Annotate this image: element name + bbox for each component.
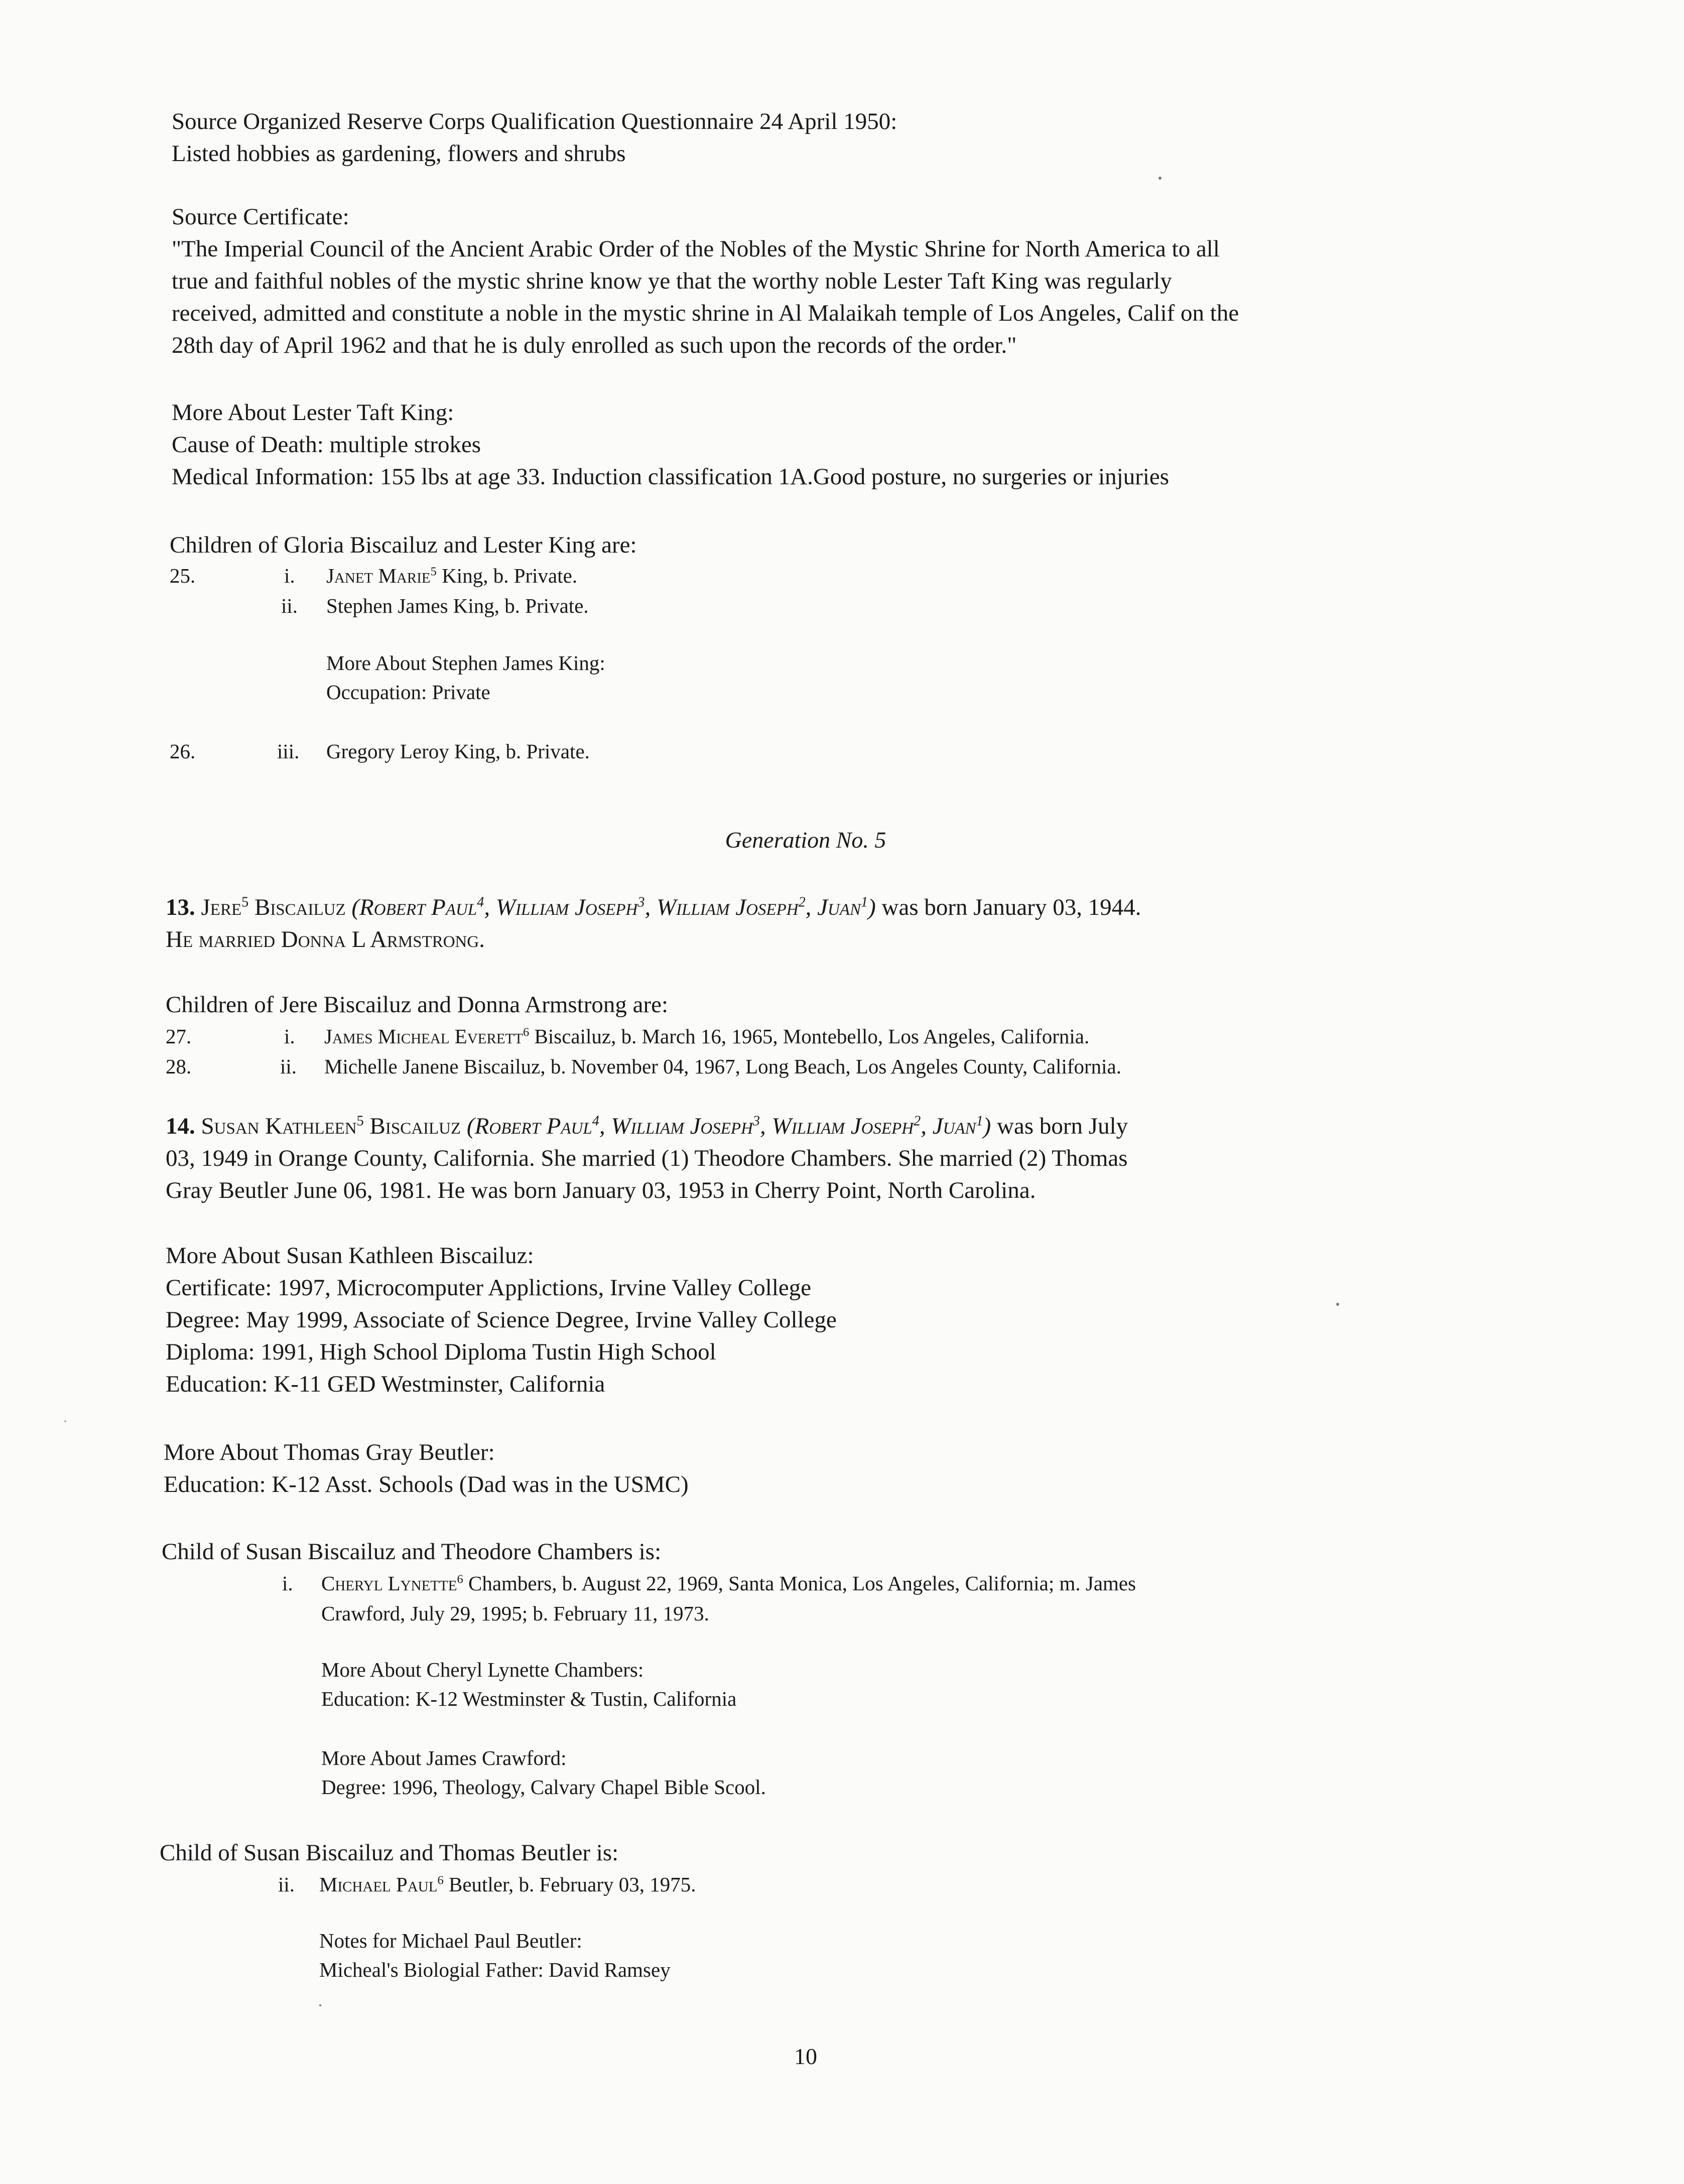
generation-number: 6 <box>457 1572 463 1586</box>
child-roman: iii. <box>277 740 300 763</box>
susan-fact: Certificate: 1997, Microcomputer Applictions, Irvine Valley College <box>166 1275 812 1301</box>
chambers-child-title: Child of Susan Biscailuz and Theodore Chambers is: <box>162 1539 662 1565</box>
lester-more-about: More About Lester Taft King: <box>172 399 454 426</box>
jere-line-1 <box>166 891 1141 923</box>
ancestry-close: ) <box>868 894 876 920</box>
stephen-more-about: More About Stephen James King: <box>326 651 605 674</box>
lester-info <box>172 396 1169 493</box>
ancestry <box>351 894 875 920</box>
child-rest: Biscailuz, b. March 16, 1965, Montebello, Los Angeles, California. <box>529 1025 1090 1048</box>
questionnaire-line-2: Listed hobbies as gardening, flowers and shrubs <box>172 141 626 167</box>
generation-number: 1 <box>976 1113 983 1129</box>
generation-number: 5 <box>356 1113 364 1129</box>
child-roman: i. <box>282 1572 293 1595</box>
ancestor-name: , William Joseph <box>644 894 799 920</box>
person-name: Jere <box>201 894 242 920</box>
thomas-info <box>164 1436 689 1500</box>
certificate-line-1: "The Imperial Council of the Ancient Arabic Order of the Nobles of the Mystic Shrine for North America to all <box>172 236 1220 262</box>
generation-number: 2 <box>798 894 806 910</box>
jere-married: He married Donna L Armstrong. <box>166 926 485 952</box>
child-name: Janet Marie <box>326 564 431 587</box>
entry-number: 14. <box>166 1113 195 1139</box>
susan-entry <box>166 1110 1128 1206</box>
certificate-line-3: received, admitted and constitute a noble in the mystic shrine in Al Malaikah temple of Los Angeles, Calif on the <box>172 300 1239 326</box>
child-name: Cheryl Lynette <box>321 1572 457 1595</box>
questionnaire-line-1: Source Organized Reserve Corps Qualification Questionnaire 24 April 1950: <box>172 108 897 134</box>
ancestor-name: (Robert Paul <box>351 894 477 920</box>
child-roman: ii. <box>280 1055 297 1078</box>
susan-born: was born July <box>991 1113 1128 1139</box>
child-entry <box>324 1022 1089 1051</box>
generation-heading: Generation No. 5 <box>725 827 886 853</box>
child-number: 25. <box>170 564 196 587</box>
susan-fact: Education: K-11 GED Westminster, California <box>166 1371 605 1397</box>
jere-entry <box>166 891 1141 956</box>
child-number: 26. <box>170 740 196 763</box>
entry-number: 13. <box>166 894 195 920</box>
susan-line-1 <box>166 1110 1128 1142</box>
susan-info <box>166 1240 837 1400</box>
ancestor-name: , Juan <box>805 894 861 920</box>
ancestor-name: , William Joseph <box>760 1113 914 1139</box>
child-entry: Michelle Janene Biscailuz, b. November 04, 1967, Long Beach, Los Angeles County, California. <box>324 1055 1122 1078</box>
stephen-info <box>326 648 605 707</box>
thomas-more-about: More About Thomas Gray Beutler: <box>164 1439 495 1465</box>
scan-speck <box>1158 177 1161 180</box>
gloria-children-title: Children of Gloria Biscailuz and Lester King are: <box>170 532 637 558</box>
lester-medical: Medical Information: 155 lbs at age 33. Induction classification 1A.Good posture, no surgeries or injuries <box>172 464 1170 490</box>
person-name: Susan Kathleen <box>201 1113 357 1139</box>
generation-number: 4 <box>477 894 484 910</box>
stephen-occupation: Occupation: Private <box>326 680 490 704</box>
generation-number: 3 <box>637 894 645 910</box>
source-certificate <box>172 201 1239 361</box>
thomas-education: Education: K-12 Asst. Schools (Dad was in the USMC) <box>164 1471 689 1497</box>
child-roman: i. <box>284 1025 295 1048</box>
generation-number: 6 <box>523 1025 530 1039</box>
ancestor-name: , Juan <box>921 1113 976 1139</box>
child-roman: i. <box>284 564 295 587</box>
source-questionnaire <box>172 105 897 170</box>
generation-number: 6 <box>437 1873 444 1887</box>
generation-number: 3 <box>752 1113 760 1129</box>
page-number: 10 <box>794 2043 817 2069</box>
susan-fact: Degree: May 1999, Associate of Science Degree, Irvine Valley College <box>166 1307 837 1333</box>
scan-speck <box>1336 1303 1339 1306</box>
james-info <box>321 1743 766 1802</box>
child-entry <box>319 1870 696 1899</box>
generation-number: 5 <box>241 894 249 910</box>
scan-speck <box>319 2004 321 2006</box>
ancestor-name: (Robert Paul <box>466 1113 592 1139</box>
susan-line-2: 03, 1949 in Orange County, California. She married (1) Theodore Chambers. She married (2) Thomas <box>166 1145 1128 1171</box>
child-entry: Stephen James King, b. Private. <box>326 594 589 617</box>
james-more-about: More About James Crawford: <box>321 1746 567 1769</box>
child-name: Michael Paul <box>319 1873 438 1896</box>
child-number: 27. <box>166 1025 192 1048</box>
ancestry <box>467 1113 991 1139</box>
cheryl-info <box>321 1655 736 1713</box>
jere-children-title: Children of Jere Biscailuz and Donna Armstrong are: <box>166 992 669 1018</box>
ancestor-name: , William Joseph <box>484 894 638 920</box>
child-entry: Gregory Leroy King, b. Private. <box>326 740 590 763</box>
certificate-line-4: 28th day of April 1962 and that he is duly enrolled as such upon the records of the order." <box>172 332 1017 358</box>
certificate-label: Source Certificate: <box>172 204 349 230</box>
certificate-line-2: true and faithful nobles of the mystic shrine know ye that the worthy noble Lester Taft King was regularly <box>172 268 1172 294</box>
cheryl-line-2: Crawford, July 29, 1995; b. February 11, 1973. <box>321 1602 709 1625</box>
generation-number: 4 <box>592 1113 599 1129</box>
child-rest: Chambers, b. August 22, 1969, Santa Monica, Los Angeles, California; m. James <box>463 1572 1136 1595</box>
generation-number: 1 <box>861 894 868 910</box>
child-entry <box>326 561 577 590</box>
susan-more-about: More About Susan Kathleen Biscailuz: <box>166 1243 534 1269</box>
child-rest: King, b. Private. <box>436 564 578 587</box>
michael-notes <box>319 1926 671 1984</box>
generation-number: 5 <box>430 565 437 579</box>
ancestry-close: ) <box>983 1113 991 1139</box>
michael-father: Micheal's Biologial Father: David Ramsey <box>319 1958 671 1981</box>
jere-born: was born January 03, 1944. <box>875 894 1141 920</box>
child-name: James Micheal Everett <box>324 1025 523 1048</box>
susan-fact: Diploma: 1991, High School Diploma Tustin High School <box>166 1339 716 1365</box>
ancestor-name: , William Joseph <box>599 1113 753 1139</box>
person-surname: Biscailuz <box>248 894 352 920</box>
cheryl-more-about: More About Cheryl Lynette Chambers: <box>321 1658 644 1681</box>
person-surname: Biscailuz <box>363 1113 467 1139</box>
child-entry <box>321 1569 1136 1598</box>
michael-notes-title: Notes for Michael Paul Beutler: <box>319 1929 582 1952</box>
child-number: 28. <box>166 1055 192 1078</box>
lester-cause-of-death: Cause of Death: multiple strokes <box>172 432 481 458</box>
beutler-child-title: Child of Susan Biscailuz and Thomas Beutler is: <box>160 1840 619 1866</box>
cheryl-education: Education: K-12 Westminster & Tustin, California <box>321 1687 737 1710</box>
child-roman: ii. <box>281 594 298 617</box>
child-roman: ii. <box>278 1873 295 1896</box>
child-rest: Beutler, b. February 03, 1975. <box>443 1873 696 1896</box>
scan-speck <box>64 1420 66 1422</box>
james-degree: Degree: 1996, Theology, Calvary Chapel Bible Scool. <box>321 1776 766 1799</box>
susan-line-3: Gray Beutler June 06, 1981. He was born January 03, 1953 in Cherry Point, North Carolina. <box>166 1177 1036 1203</box>
generation-number: 2 <box>914 1113 921 1129</box>
